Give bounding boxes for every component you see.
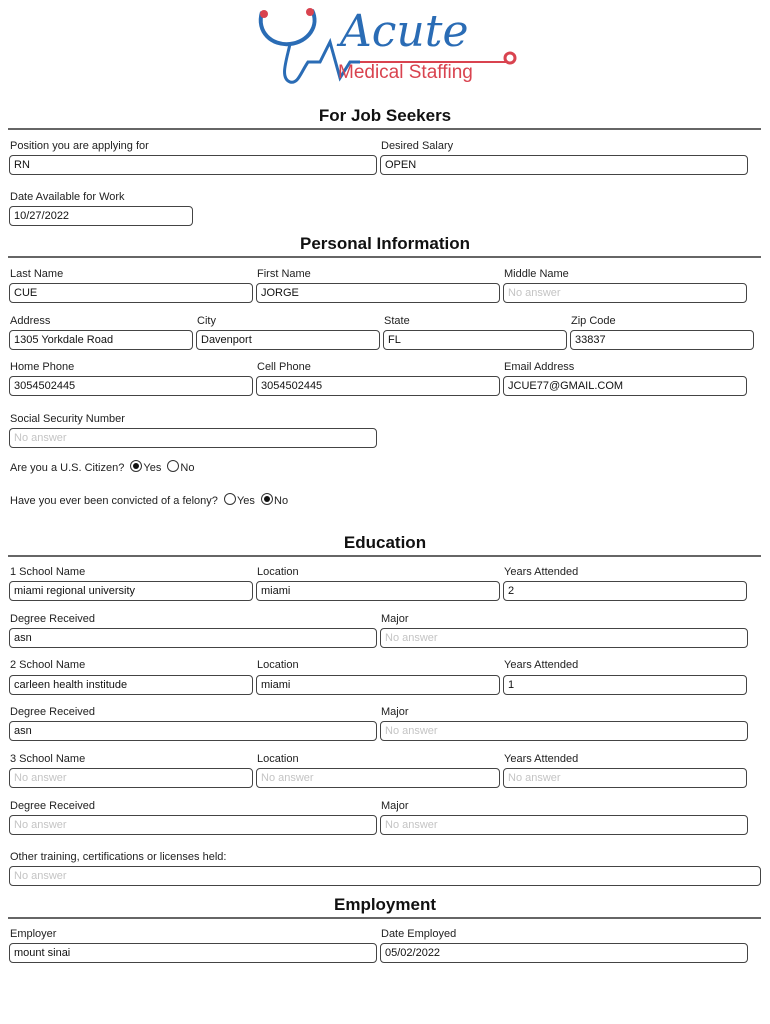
section-divider: [8, 555, 761, 557]
school3-major-label: Major: [381, 800, 409, 812]
citizen-question-text: Are you a U.S. Citizen?: [10, 462, 125, 474]
school3-degree-field[interactable]: No answer: [9, 815, 377, 835]
citizen-no-label: No: [180, 462, 195, 474]
cell-phone-field[interactable]: 3054502445: [256, 376, 500, 396]
stethoscope-logo-icon: [250, 2, 520, 90]
section-title-education: Education: [343, 533, 427, 552]
school2-years-field[interactable]: 1: [503, 675, 747, 695]
middle-name-field[interactable]: No answer: [503, 283, 747, 303]
logo-secondary-text: Medical Staffing: [338, 62, 473, 83]
school2-degree-label: Degree Received: [10, 706, 95, 718]
state-field[interactable]: FL: [383, 330, 567, 350]
logo-primary-text: Acute: [340, 6, 469, 57]
school1-location-field[interactable]: miami: [256, 581, 500, 601]
citizen-yes-label: Yes: [143, 462, 162, 474]
school3-location-label: Location: [257, 753, 299, 765]
date-employed-field[interactable]: 05/02/2022: [380, 943, 748, 963]
felony-question-text: Have you ever been convicted of a felony?: [10, 495, 218, 507]
position-field[interactable]: RN: [9, 155, 377, 175]
school2-location-field[interactable]: miami: [256, 675, 500, 695]
school3-degree-label: Degree Received: [10, 800, 95, 812]
felony-yes-label: Yes: [236, 495, 255, 507]
email-label: Email Address: [504, 361, 575, 373]
felony-yes-radio[interactable]: [224, 493, 236, 505]
section-divider: [8, 256, 761, 258]
date-available-label: Date Available for Work: [10, 191, 125, 203]
salary-field[interactable]: OPEN: [380, 155, 748, 175]
citizen-yes-radio[interactable]: [130, 460, 142, 472]
school1-years-field[interactable]: 2: [503, 581, 747, 601]
school1-years-label: Years Attended: [504, 566, 579, 578]
citizen-no-radio[interactable]: [167, 460, 179, 472]
school3-major-field[interactable]: No answer: [380, 815, 748, 835]
school1-name-label: 1 School Name: [10, 566, 86, 578]
felony-question-row: [10, 493, 288, 507]
first-name-label: First Name: [257, 268, 311, 280]
felony-no-radio[interactable]: [261, 493, 273, 505]
zip-field[interactable]: 33837: [570, 330, 754, 350]
section-title-employment: Employment: [333, 895, 437, 914]
company-logo: [250, 2, 520, 90]
school1-location-label: Location: [257, 566, 299, 578]
school2-major-label: Major: [381, 706, 409, 718]
section-title-job: For Job Seekers: [318, 106, 452, 125]
school2-major-field[interactable]: No answer: [380, 721, 748, 741]
first-name-field[interactable]: JORGE: [256, 283, 500, 303]
employer-label: Employer: [10, 928, 57, 940]
school1-name-field[interactable]: miami regional university: [9, 581, 253, 601]
city-label: City: [197, 315, 216, 327]
school2-degree-field[interactable]: asn: [9, 721, 377, 741]
home-phone-field[interactable]: 3054502445: [9, 376, 253, 396]
felony-no-label: No: [274, 495, 289, 507]
ssn-field[interactable]: No answer: [9, 428, 377, 448]
school3-location-field[interactable]: No answer: [256, 768, 500, 788]
school3-name-label: 3 School Name: [10, 753, 86, 765]
middle-name-label: Middle Name: [504, 268, 569, 280]
school3-years-label: Years Attended: [504, 753, 579, 765]
address-label: Address: [10, 315, 51, 327]
zip-label: Zip Code: [571, 315, 616, 327]
school2-name-label: 2 School Name: [10, 659, 86, 671]
school2-location-label: Location: [257, 659, 299, 671]
date-available-field[interactable]: 10/27/2022: [9, 206, 193, 226]
section-divider: [8, 128, 761, 130]
city-field[interactable]: Davenport: [196, 330, 380, 350]
other-training-field[interactable]: No answer: [9, 866, 761, 886]
last-name-label: Last Name: [10, 268, 64, 280]
position-label: Position you are applying for: [10, 140, 149, 152]
school2-name-field[interactable]: carleen health institude: [9, 675, 253, 695]
address-field[interactable]: 1305 Yorkdale Road: [9, 330, 193, 350]
citizen-question-row: [10, 460, 194, 474]
last-name-field[interactable]: CUE: [9, 283, 253, 303]
state-label: State: [384, 315, 410, 327]
school3-years-field[interactable]: No answer: [503, 768, 747, 788]
school1-degree-field[interactable]: asn: [9, 628, 377, 648]
section-divider: [8, 917, 761, 919]
school3-name-field[interactable]: No answer: [9, 768, 253, 788]
other-training-label: Other training, certifications or licenses held:: [10, 851, 227, 863]
school1-major-field[interactable]: No answer: [380, 628, 748, 648]
home-phone-label: Home Phone: [10, 361, 75, 373]
employer-field[interactable]: mount sinai: [9, 943, 377, 963]
email-field[interactable]: JCUE77@GMAIL.COM: [503, 376, 747, 396]
cell-phone-label: Cell Phone: [257, 361, 311, 373]
ssn-label: Social Security Number: [10, 413, 125, 425]
school1-degree-label: Degree Received: [10, 613, 95, 625]
salary-label: Desired Salary: [381, 140, 454, 152]
school2-years-label: Years Attended: [504, 659, 579, 671]
date-employed-label: Date Employed: [381, 928, 457, 940]
school1-major-label: Major: [381, 613, 409, 625]
section-title-personal: Personal Information: [299, 234, 471, 253]
